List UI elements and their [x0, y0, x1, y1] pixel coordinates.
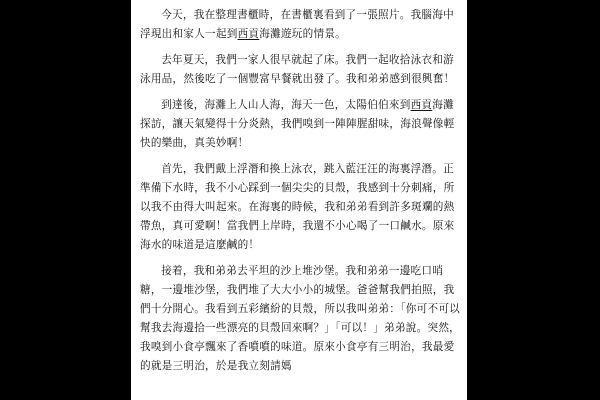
place-name: 西貢 — [237, 28, 260, 40]
document-page — [131, 0, 467, 400]
paragraph — [140, 6, 460, 44]
paragraph-text: 接着，我和弟弟去平坦的沙上堆沙堡。我和弟弟一邊吃口哨糖，一邊堆沙堡，我們堆了大大小小的城堡。爸爸幫我們拍照，我們十分開心。我看到五彩繽紛的貝殼，所以我叫弟弟：「你可不可以幫我去海邊拾一些漂亮的貝殼回來啊？」「可以！」弟弟說。突然，我嗅到小食亭飄來了香噴噴的味道。原來小食亭有三明治，我最愛的就是三明治，於是我立刻請媽 — [140, 265, 461, 372]
paragraph-text: 到達後，海灘上人山人海，海天一色，太陽伯伯來到 — [161, 99, 411, 111]
document-body — [140, 6, 460, 383]
paragraph-text: 海灘遊玩的情景。 — [259, 28, 347, 40]
paragraph — [140, 160, 460, 255]
paragraph-text: 海灘探訪，讓天氣變得十分炎熱，我們嗅到一陣陣腥甜味，海浪聲像輕快的樂曲，真美妙啊！ — [140, 99, 455, 149]
paragraph-text: 今天，我在整理書櫃時，在書櫃裏看到了一張照片。我腦海中浮現出和家人一起到 — [140, 9, 454, 40]
place-name: 西貢 — [410, 99, 433, 111]
paragraph — [140, 96, 460, 153]
paragraph-text: 首先，我們戴上浮潛和換上泳衣，跳入藍汪汪的海裏浮潛。正準備下水時，我不小心踩到一個尖尖的貝殼，我感到十分刺痛，所以我不由得大叫起來。在海裏的時候，我和弟弟看到許多斑斕的熱帶魚，真可愛啊！當我們上岸時，我還不小心喝了一口鹹水。原來海水的味道是這麼鹹的！ — [140, 163, 455, 251]
paragraph-text: 去年夏天，我們一家人很早就起了床。我們一起收拾泳衣和游泳用品，然後吃了一個豐富早餐就出發了。我和弟弟感到很興奮！ — [140, 54, 455, 85]
paragraph — [140, 262, 460, 376]
paragraph — [140, 51, 460, 89]
